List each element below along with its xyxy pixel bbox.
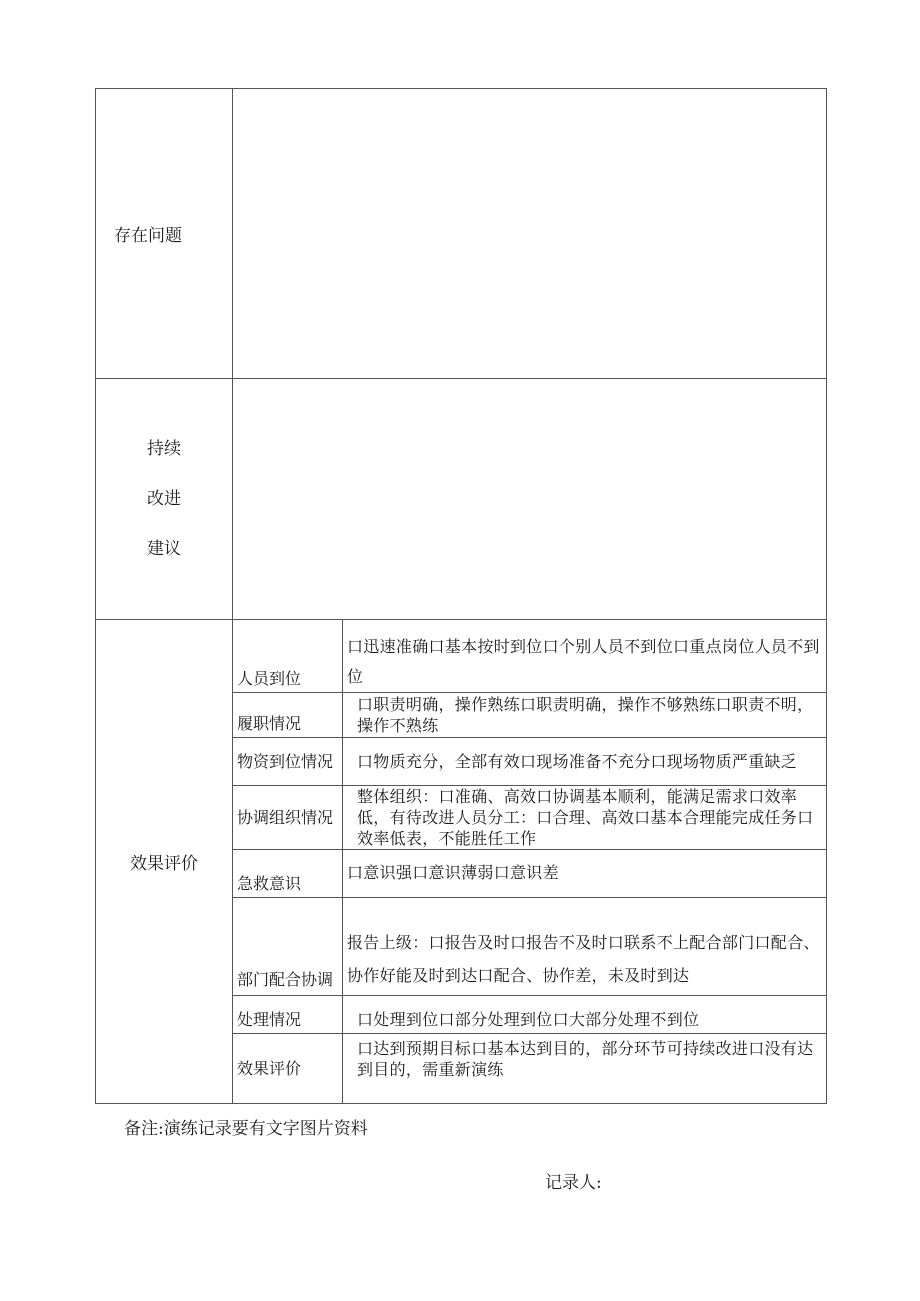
eval-options[interactable]: 口职责明确，操作熟练口职责明确，操作不够熟练口职责不明，操作不熟练 [343,693,827,738]
problems-label: 存在问题 [96,89,233,379]
eval-item-label: 人员到位 [233,620,343,693]
eval-options[interactable]: 口处理到位口部分处理到位口大部分处理不到位 [343,996,827,1034]
eval-item-label: 急救意识 [233,850,343,898]
improvement-label-line: 建议 [147,539,181,559]
improvement-label [96,379,233,620]
evaluation-label: 效果评价 [96,620,233,1104]
problems-content-cell[interactable] [233,89,827,379]
recorder-label: 记录人: [545,1173,602,1193]
improvement-label-line: 改进 [147,489,181,509]
eval-options[interactable]: 口物质充分，全部有效口现场准备不充分口现场物质严重缺乏 [343,738,827,786]
eval-item-label: 处理情况 [233,996,343,1034]
eval-options[interactable]: 整体组织：口准确、高效口协调基本顺利，能满足需求口效率低，有待改进人员分工：口合理、高效口基本合理能完成任务口效率低表，不能胜任工作 [343,786,827,850]
improvement-label-line: 持续 [147,439,181,459]
eval-options[interactable]: 报告上级：口报告及时口报告不及时口联系不上配合部门口配合、协作好能及时到达口配合、协作差，未及时到达 [343,898,827,996]
eval-options[interactable]: 口迅速准确口基本按时到位口个别人员不到位口重点岗位人员不到位 [343,620,827,693]
eval-options[interactable]: 口意识强口意识薄弱口意识差 [343,850,827,898]
remark-note: 备注:演练记录要有文字图片资料 [124,1119,368,1139]
eval-item-label: 效果评价 [233,1034,343,1104]
eval-item-label: 协调组织情况 [233,786,343,850]
improvement-content-cell[interactable] [233,379,827,620]
drill-record-table [95,88,827,1104]
eval-options[interactable]: 口达到预期目标口基本达到目的，部分环节可持续改进口没有达到目的，需重新演练 [343,1034,827,1104]
improvement-row [96,379,827,620]
eval-row-personnel [96,620,827,693]
eval-item-label: 部门配合协调 [233,898,343,996]
eval-item-label: 履职情况 [233,693,343,738]
problems-row [96,89,827,379]
eval-item-label: 物资到位情况 [233,738,343,786]
